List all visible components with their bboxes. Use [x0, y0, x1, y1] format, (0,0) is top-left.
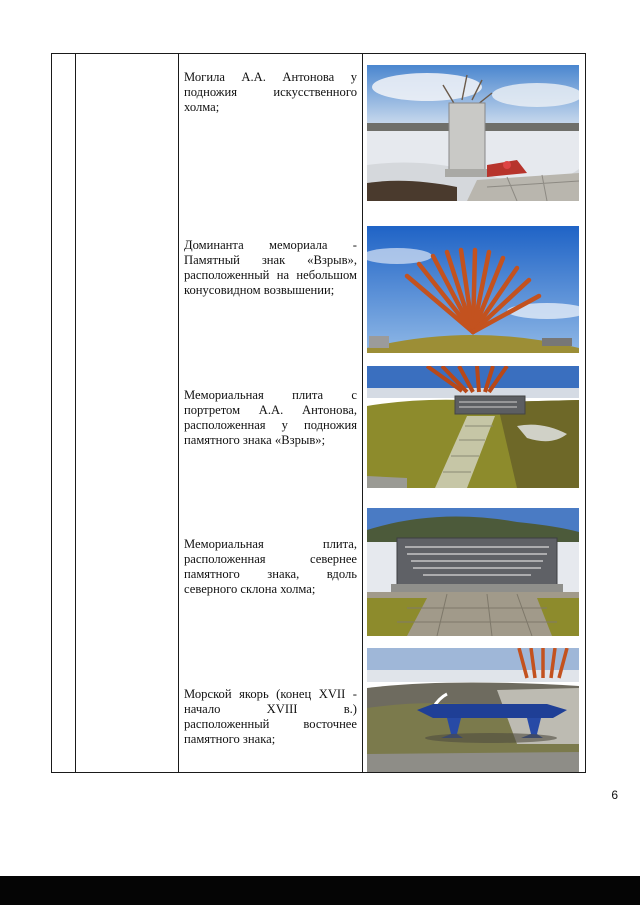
row-5-photo [367, 648, 579, 772]
table-col2-border [178, 53, 179, 773]
row-4-description: Мемориальная плита, расположенная севернее памятного знака, вдоль северного склона холма; [184, 537, 357, 596]
row-5-description: Морской якорь (конец XVII - начало XVIII в.) расположенный восточнее памятного знака; [184, 687, 357, 746]
row-3-description: Мемориальная плита с портретом А.А. Антонова, расположенная у подножия памятного знака «Взрыв»; [184, 388, 357, 447]
sea-anchor-photo [367, 648, 579, 772]
table-right-border [585, 53, 586, 773]
north-slope-slab-photo [367, 508, 579, 636]
portrait-slab-photo [367, 366, 579, 488]
row-1-photo [367, 65, 579, 201]
row-1-description: Могила А.А. Антонова у подножия искусственного холма; [184, 70, 357, 114]
page-number: 6 [611, 788, 618, 802]
table-bottom-border [51, 772, 586, 773]
table-col1-border [75, 53, 76, 773]
table-left-border [51, 53, 52, 773]
row-4-photo [367, 508, 579, 636]
explosion-monument-photo [367, 226, 579, 353]
row-2-photo [367, 226, 579, 353]
table-top-border [51, 53, 586, 54]
scan-bottom-edge [0, 876, 640, 905]
row-3-photo [367, 366, 579, 488]
row-2-description: Доминанта мемориала - Памятный знак «Взрыв», расположенный на небольшом конусовидном возвышении; [184, 238, 357, 297]
table-col3-border [362, 53, 363, 773]
grave-photo [367, 65, 579, 201]
